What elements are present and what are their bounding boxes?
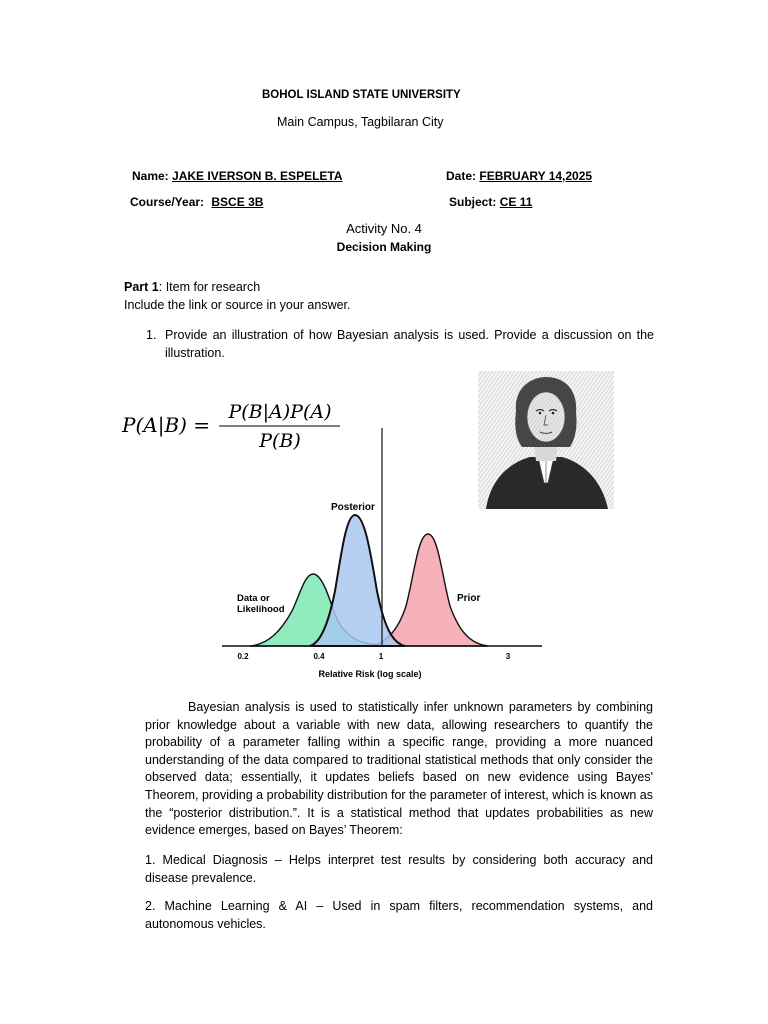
x-axis-label: Relative Risk (log scale) [318, 669, 422, 679]
likelihood-label-line1: Data or [237, 593, 270, 604]
university-name: BOHOL ISLAND STATE UNIVERSITY [262, 89, 461, 101]
question-1 [146, 326, 654, 362]
course-label: Course/Year: [130, 195, 205, 209]
question-text: Provide an illustration of how Bayesian analysis is used. Provide a discussion on the illustration. [165, 328, 654, 360]
tick-label-3: 3 [505, 652, 511, 661]
discussion-item-2: 2. Machine Learning & AI – Used in spam filters, recommendation systems, and autonomous vehicles. [145, 899, 653, 931]
tick-label-0.2: 0.2 [237, 652, 249, 661]
likelihood-label-line2: Likelihood [237, 604, 285, 615]
part1-label: Part 1 [124, 280, 159, 294]
subject-line [449, 195, 532, 209]
course-line [130, 195, 263, 209]
tick-label-1: 1 [378, 652, 384, 661]
name-value: JAKE IVERSON B. ESPELETA [172, 169, 343, 183]
part1-heading [124, 280, 260, 294]
campus-name: Main Campus, Tagbilaran City [277, 115, 444, 129]
activity-subtitle: Decision Making [336, 240, 432, 254]
course-value: BSCE 3B [211, 195, 264, 209]
thomas-bayes-portrait-icon [478, 371, 614, 509]
name-line [132, 169, 343, 183]
discussion-paragraph: Bayesian analysis is used to statistically infer unknown parameters by combining prior knowledge about a variable with new data, allowing researchers to quantify the probability of a parameter falling within a specific range, providing a more nuanced understanding of the data compared to traditional statistical methods that only consider the observed data; essentially, it updates beliefs based on new evidence using Bayes' Theorem, providing a probability distribution for the parameter of interest, which is known as the “posterior distribution.”. It is a statistical method that updates probabilities as new evidence emerges, based on Bayes’ Theorem: [145, 700, 653, 838]
date-value: FEBRUARY 14,2025 [479, 169, 593, 183]
part1-text: : Item for research [158, 280, 261, 294]
question-number: 1. [146, 328, 157, 342]
date-label: Date: [446, 169, 477, 183]
subject-label: Subject: [449, 195, 497, 209]
name-label: Name: [132, 169, 169, 183]
prior-label: Prior [457, 593, 481, 604]
formula-denominator: P(B) [259, 430, 301, 452]
activity-title: Activity No. 4 [346, 221, 422, 236]
formula-lhs: P(A|B) = [122, 413, 211, 437]
discussion-item-1: 1. Medical Diagnosis – Helps interpret test results by considering both accuracy and disease prevalence. [145, 853, 653, 885]
subject-value: CE 11 [499, 195, 533, 209]
part1-instruction: Include the link or source in your answer. [124, 298, 351, 312]
tick-label-0.4: 0.4 [313, 652, 325, 661]
date-line [446, 169, 592, 183]
formula-numerator: P(B|A)P(A) [228, 401, 332, 423]
posterior-curve [310, 515, 405, 646]
posterior-label: Posterior [331, 502, 375, 513]
